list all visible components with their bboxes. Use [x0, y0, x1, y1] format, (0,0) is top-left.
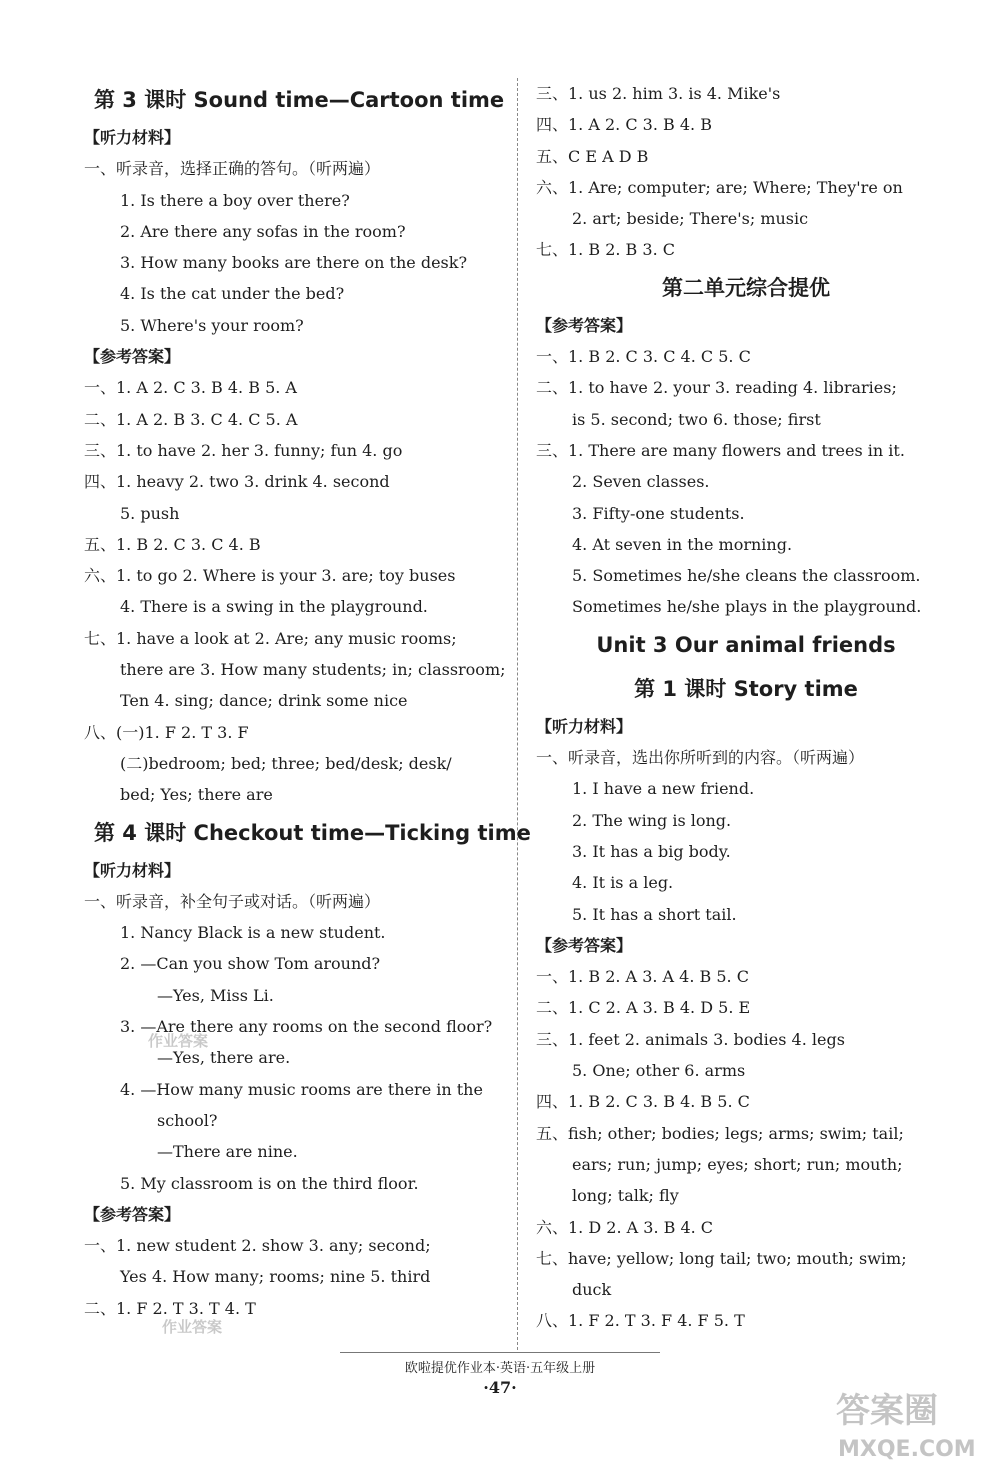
section-label: 【听力材料】: [84, 860, 181, 880]
answer-line: 3. How many books are there on the desk?: [120, 253, 468, 273]
answer-line: 1. Nancy Black is a new student.: [120, 923, 386, 943]
answer-line: 2. Are there any sofas in the room?: [120, 221, 406, 241]
answer-line: 4. There is a swing in the playground.: [120, 597, 428, 617]
lesson-heading: 第 4 课时 Checkout time—Ticking time: [94, 820, 531, 845]
answer-line: 六、1. D 2. A 3. B 4. C: [536, 1217, 714, 1237]
answer-line: 五、fish; other; bodies; legs; arms; swim; tail;: [536, 1123, 904, 1143]
answer-line: 一、听录音，补全句子或对话。（听两遍）: [84, 891, 381, 911]
answer-line: long; talk; fly: [572, 1186, 679, 1206]
answer-line: 三、1. feet 2. animals 3. bodies 4. legs: [536, 1029, 845, 1049]
answer-line: is 5. second; two 6. those; first: [572, 409, 821, 429]
section-label: 【听力材料】: [536, 716, 633, 736]
answer-line: 3. Fifty-one students.: [572, 503, 745, 523]
answer-line: —There are nine.: [157, 1142, 298, 1162]
answer-line: 七、1. B 2. B 3. C: [536, 240, 675, 260]
answer-line: 5. Sometimes he/she cleans the classroom.: [572, 566, 921, 586]
section-label: 【听力材料】: [84, 128, 181, 147]
answer-line: 1. Is there a boy over there?: [120, 190, 350, 210]
answer-line: —Yes, Miss Li.: [157, 985, 274, 1005]
answer-line: 5. One; other 6. arms: [572, 1061, 746, 1081]
book-title: 欧啦提优作业本·英语·五年级上册: [404, 1361, 596, 1376]
answer-line: (二)bedroom; bed; three; bed/desk; desk/: [120, 753, 452, 773]
answer-line: 3. —Are there any rooms on the second floor?: [120, 1017, 493, 1037]
answer-line: 三、1. to have 2. her 3. funny; fun 4. go: [84, 440, 403, 460]
answer-line: 七、1. have a look at 2. Are; any music rooms;: [84, 628, 457, 648]
section-label: 【参考答案】: [536, 935, 633, 955]
answer-line: 一、1. A 2. C 3. B 4. B 5. A: [84, 378, 297, 398]
answer-line: 四、1. A 2. C 3. B 4. B: [536, 115, 712, 135]
answer-line: 4. It is a leg.: [572, 873, 674, 893]
answer-line: 2. The wing is long.: [572, 810, 732, 830]
answer-line: 一、听录音，选出你所听到的内容。（听两遍）: [536, 748, 865, 768]
answer-line: 2. —Can you show Tom around?: [120, 954, 381, 974]
answer-line: school?: [157, 1110, 218, 1130]
left-column: [84, 78, 531, 1324]
answer-line: —Yes, there are.: [157, 1048, 291, 1068]
answer-line: there are 3. How many students; in; classroom;: [120, 660, 506, 680]
answer-line: 2. art; beside; There's; music: [572, 209, 809, 229]
answer-line: 2. Seven classes.: [572, 472, 710, 492]
answer-line: 二、1. to have 2. your 3. reading 4. libraries;: [536, 378, 897, 398]
answer-line: 三、1. There are many flowers and trees in it.: [536, 440, 905, 460]
answer-line: 八、(一)1. F 2. T 3. F: [84, 722, 249, 742]
column-divider: [517, 78, 518, 1350]
answer-line: 5. push: [120, 503, 180, 523]
answer-line: 一、听录音，选择正确的答句。（听两遍）: [84, 159, 381, 179]
section-label: 【参考答案】: [84, 347, 181, 367]
page-number: ·47·: [483, 1378, 517, 1397]
answer-line: 4. At seven in the morning.: [572, 534, 793, 554]
answer-line: 一、1. new student 2. show 3. any; second;: [84, 1236, 431, 1256]
answer-line: Ten 4. sing; dance; drink some nice: [120, 691, 408, 711]
watermark-stamp-upper: 作业答案: [148, 1032, 209, 1050]
watermark-stamp-lower: 作业答案: [162, 1318, 223, 1336]
answer-line: duck: [572, 1280, 612, 1300]
answer-line: Yes 4. How many; rooms; nine 5. third: [120, 1267, 431, 1287]
answer-line: 八、1. F 2. T 3. F 4. F 5. T: [536, 1311, 745, 1331]
answer-line: 五、C E A D B: [536, 146, 649, 166]
answer-line: 六、1. Are; computer; are; Where; They're on: [536, 177, 903, 197]
answer-line: 六、1. to go 2. Where is your 3. are; toy buses: [84, 566, 456, 586]
answer-line: bed; Yes; there are: [120, 785, 273, 805]
answer-line: 一、1. B 2. A 3. A 4. B 5. C: [536, 967, 749, 987]
answer-line: 二、1. F 2. T 3. T 4. T: [84, 1298, 256, 1318]
answer-line: 4. Is the cat under the bed?: [120, 284, 345, 304]
lesson-heading: 第 3 课时 Sound time—Cartoon time: [94, 88, 505, 112]
answer-line: Sometimes he/she plays in the playground.: [572, 597, 922, 617]
answer-line: 四、1. heavy 2. two 3. drink 4. second: [84, 472, 390, 492]
answer-line: 4. —How many music rooms are there in the: [120, 1079, 483, 1099]
answer-line: 七、have; yellow; long tail; two; mouth; swim;: [536, 1248, 907, 1268]
logo-text: 答案圈: [836, 1391, 938, 1431]
answer-line: 二、1. C 2. A 3. B 4. D 5. E: [536, 998, 751, 1018]
answer-line: 四、1. B 2. C 3. B 4. B 5. C: [536, 1092, 750, 1112]
answer-line: 五、1. B 2. C 3. C 4. B: [84, 534, 261, 554]
answer-line: 一、1. B 2. C 3. C 4. C 5. C: [536, 347, 751, 367]
section-label: 【参考答案】: [536, 315, 633, 335]
section-label: 【参考答案】: [84, 1204, 181, 1224]
unit-heading: 第 1 课时 Story time: [634, 676, 858, 701]
answer-line: 三、1. us 2. him 3. is 4. Mike's: [536, 84, 781, 103]
answer-circle-logo: [832, 1382, 982, 1466]
answer-line: ears; run; jump; eyes; short; run; mouth;: [572, 1154, 903, 1174]
answer-line: 5. It has a short tail.: [572, 904, 737, 924]
logo-url: MXQE.COM: [838, 1437, 976, 1462]
answer-line: 3. It has a big body.: [572, 841, 731, 861]
answer-line: 二、1. A 2. B 3. C 4. C 5. A: [84, 409, 298, 429]
answer-line: 1. I have a new friend.: [572, 779, 755, 799]
unit-heading: Unit 3 Our animal friends: [596, 632, 896, 657]
unit-heading: 第二单元综合提优: [662, 275, 830, 300]
footer-rule: [340, 1352, 660, 1353]
answer-line: 5. My classroom is on the third floor.: [120, 1173, 419, 1193]
answer-line: 5. Where's your room?: [120, 315, 304, 335]
right-column: [536, 78, 956, 1337]
